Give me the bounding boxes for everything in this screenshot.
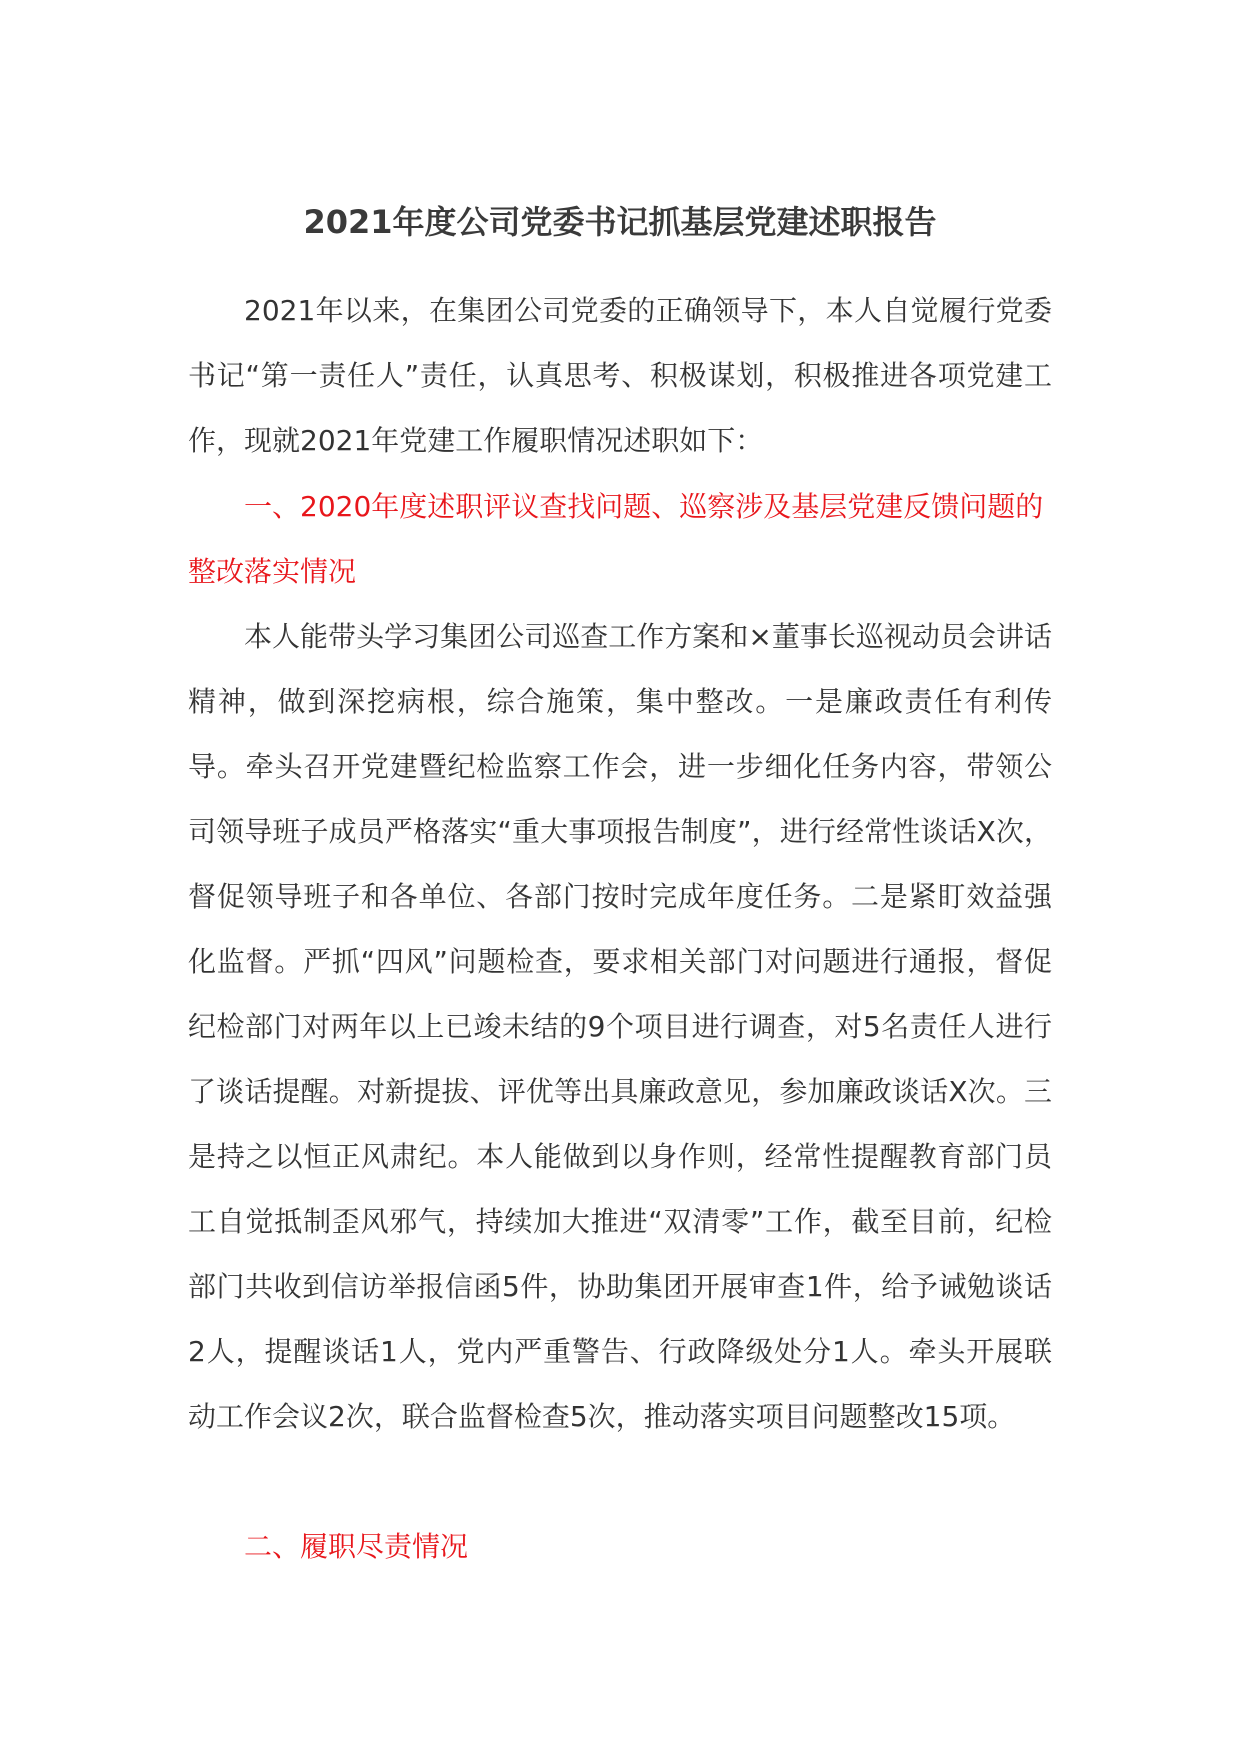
section-one-paragraph: 本人能带头学习集团公司巡查工作方案和×董事长巡视动员会讲话精神，做到深挖病根，综合施策，集中整改。一是廉政责任有利传导。牵头召开党建暨纪检监察工作会，进一步细化任务内容，带领公司领导班子成员严格落实“重大事项报告制度”，进行经常性谈话X次，督促领导班子和各单位、各部门按时完成年度任务。二是紧盯效益强化监督。严抓“四风”问题检查，要求相关部门对问题进行通报，督促纪检部门对两年以上已竣未结的9个项目进行调查，对5名责任人进行了谈话提醒。对新提拔、评优等出具廉政意见，参加廉政谈话X次。三是持之以恒正风肃纪。本人能做到以身作则，经常性提醒教育部门员工自觉抵制歪风邪气，持续加大推进“双清零”工作，截至目前，纪检部门共收到信访举报信函5件，协助集团开展审查1件，给予诫勉谈话2人，提醒谈话1人，党内严重警告、行政降级处分1人。牵头开展联动工作会议2次，联合监督检查5次，推动落实项目问题整改15项。 <box>188 620 1052 1433</box>
document-title: 2021年度公司党委书记抓基层党建述职报告 <box>303 203 937 241</box>
section-one-heading: 一、2020年度述职评议查找问题、巡察涉及基层党建反馈问题的整改落实情况 <box>188 490 1044 588</box>
intro-paragraph: 2021年以来，在集团公司党委的正确领导下，本人自觉履行党委书记“第一责任人”责任，认真思考、积极谋划，积极推进各项党建工作，现就2021年党建工作履职情况述职如下： <box>188 294 1052 457</box>
section-two-heading: 二、履职尽责情况 <box>244 1530 469 1563</box>
